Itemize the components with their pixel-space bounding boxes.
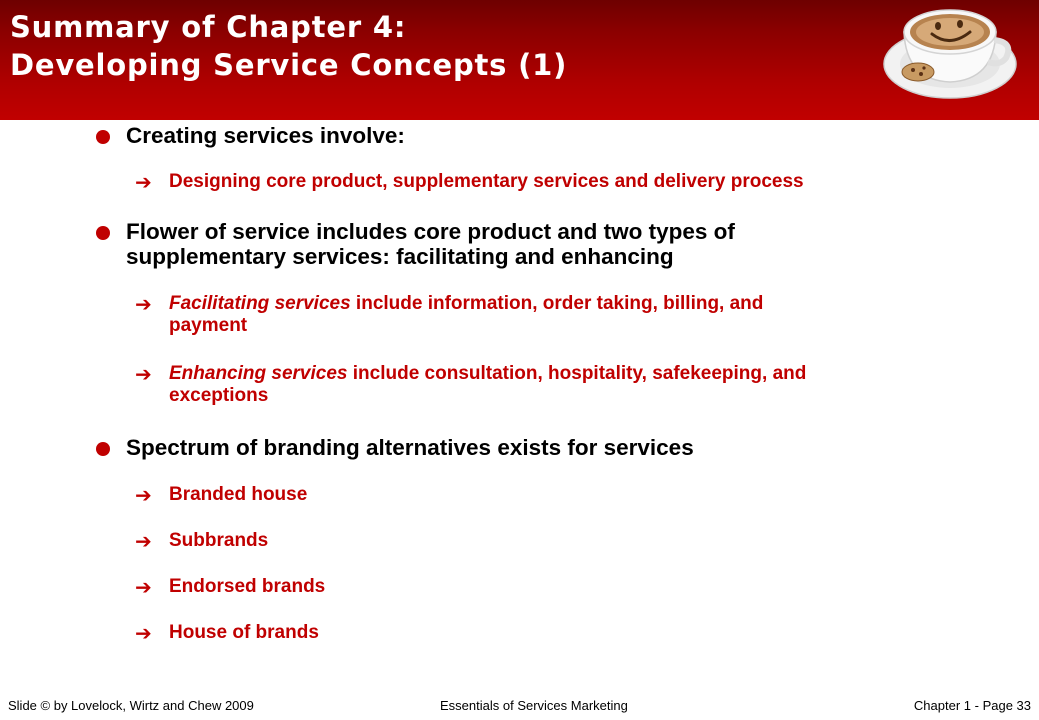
bullet-text-line-2: supplementary services: facilitating and enhancing	[126, 244, 674, 269]
bullet-text: Spectrum of branding alternatives exists for services	[126, 435, 694, 460]
slide-title	[10, 8, 567, 84]
title-line-2: Developing Service Concepts (1)	[10, 48, 568, 82]
slide-header	[0, 0, 1039, 120]
sub-bullet-rest-line-2: payment	[169, 315, 248, 336]
arrow-right-icon: ➔	[135, 170, 152, 194]
arrow-right-icon: ➔	[135, 483, 152, 507]
arrow-right-icon: ➔	[135, 362, 152, 386]
sub-bullet-text: Branded house	[169, 484, 308, 505]
sub-bullet-text: Designing core product, supplementary services and delivery process	[169, 171, 804, 192]
bullet-dot-icon	[96, 226, 110, 240]
bullet-text-line-1: Flower of service includes core product and two types of	[126, 219, 735, 244]
sub-bullet-rest-line-1: include consultation, hospitality, safekeeping, and	[347, 363, 807, 384]
bullet-dot-icon	[96, 130, 110, 144]
sub-bullet-text: Subbrands	[169, 530, 269, 551]
bullet-dot-icon	[96, 442, 110, 456]
sub-bullet-rest-line-1: include information, order taking, billing, and	[350, 293, 764, 314]
arrow-right-icon: ➔	[135, 621, 152, 645]
footer-copyright: Slide © by Lovelock, Wirtz and Chew 2009	[8, 698, 254, 713]
arrow-right-icon: ➔	[135, 575, 152, 599]
footer-page-number: Chapter 1 - Page 33	[913, 698, 1031, 713]
sub-bullet-emphasis: Enhancing services	[169, 363, 348, 384]
bullet-text	[126, 219, 966, 269]
sub-bullet-rest-line-2: exceptions	[169, 385, 269, 406]
sub-bullet-emphasis: Facilitating services	[169, 293, 351, 314]
footer-course-title: Essentials of Services Marketing	[440, 698, 628, 713]
sub-bullet-text	[169, 363, 999, 407]
sub-bullet-text: House of brands	[169, 622, 319, 643]
coffee-cup-icon	[880, 2, 1020, 102]
arrow-right-icon: ➔	[135, 529, 152, 553]
title-line-1: Summary of Chapter 4:	[10, 10, 407, 44]
arrow-right-icon: ➔	[135, 292, 152, 316]
bullet-text: Creating services involve:	[126, 123, 405, 148]
sub-bullet-text: Endorsed brands	[169, 576, 326, 597]
sub-bullet-text	[169, 293, 999, 337]
